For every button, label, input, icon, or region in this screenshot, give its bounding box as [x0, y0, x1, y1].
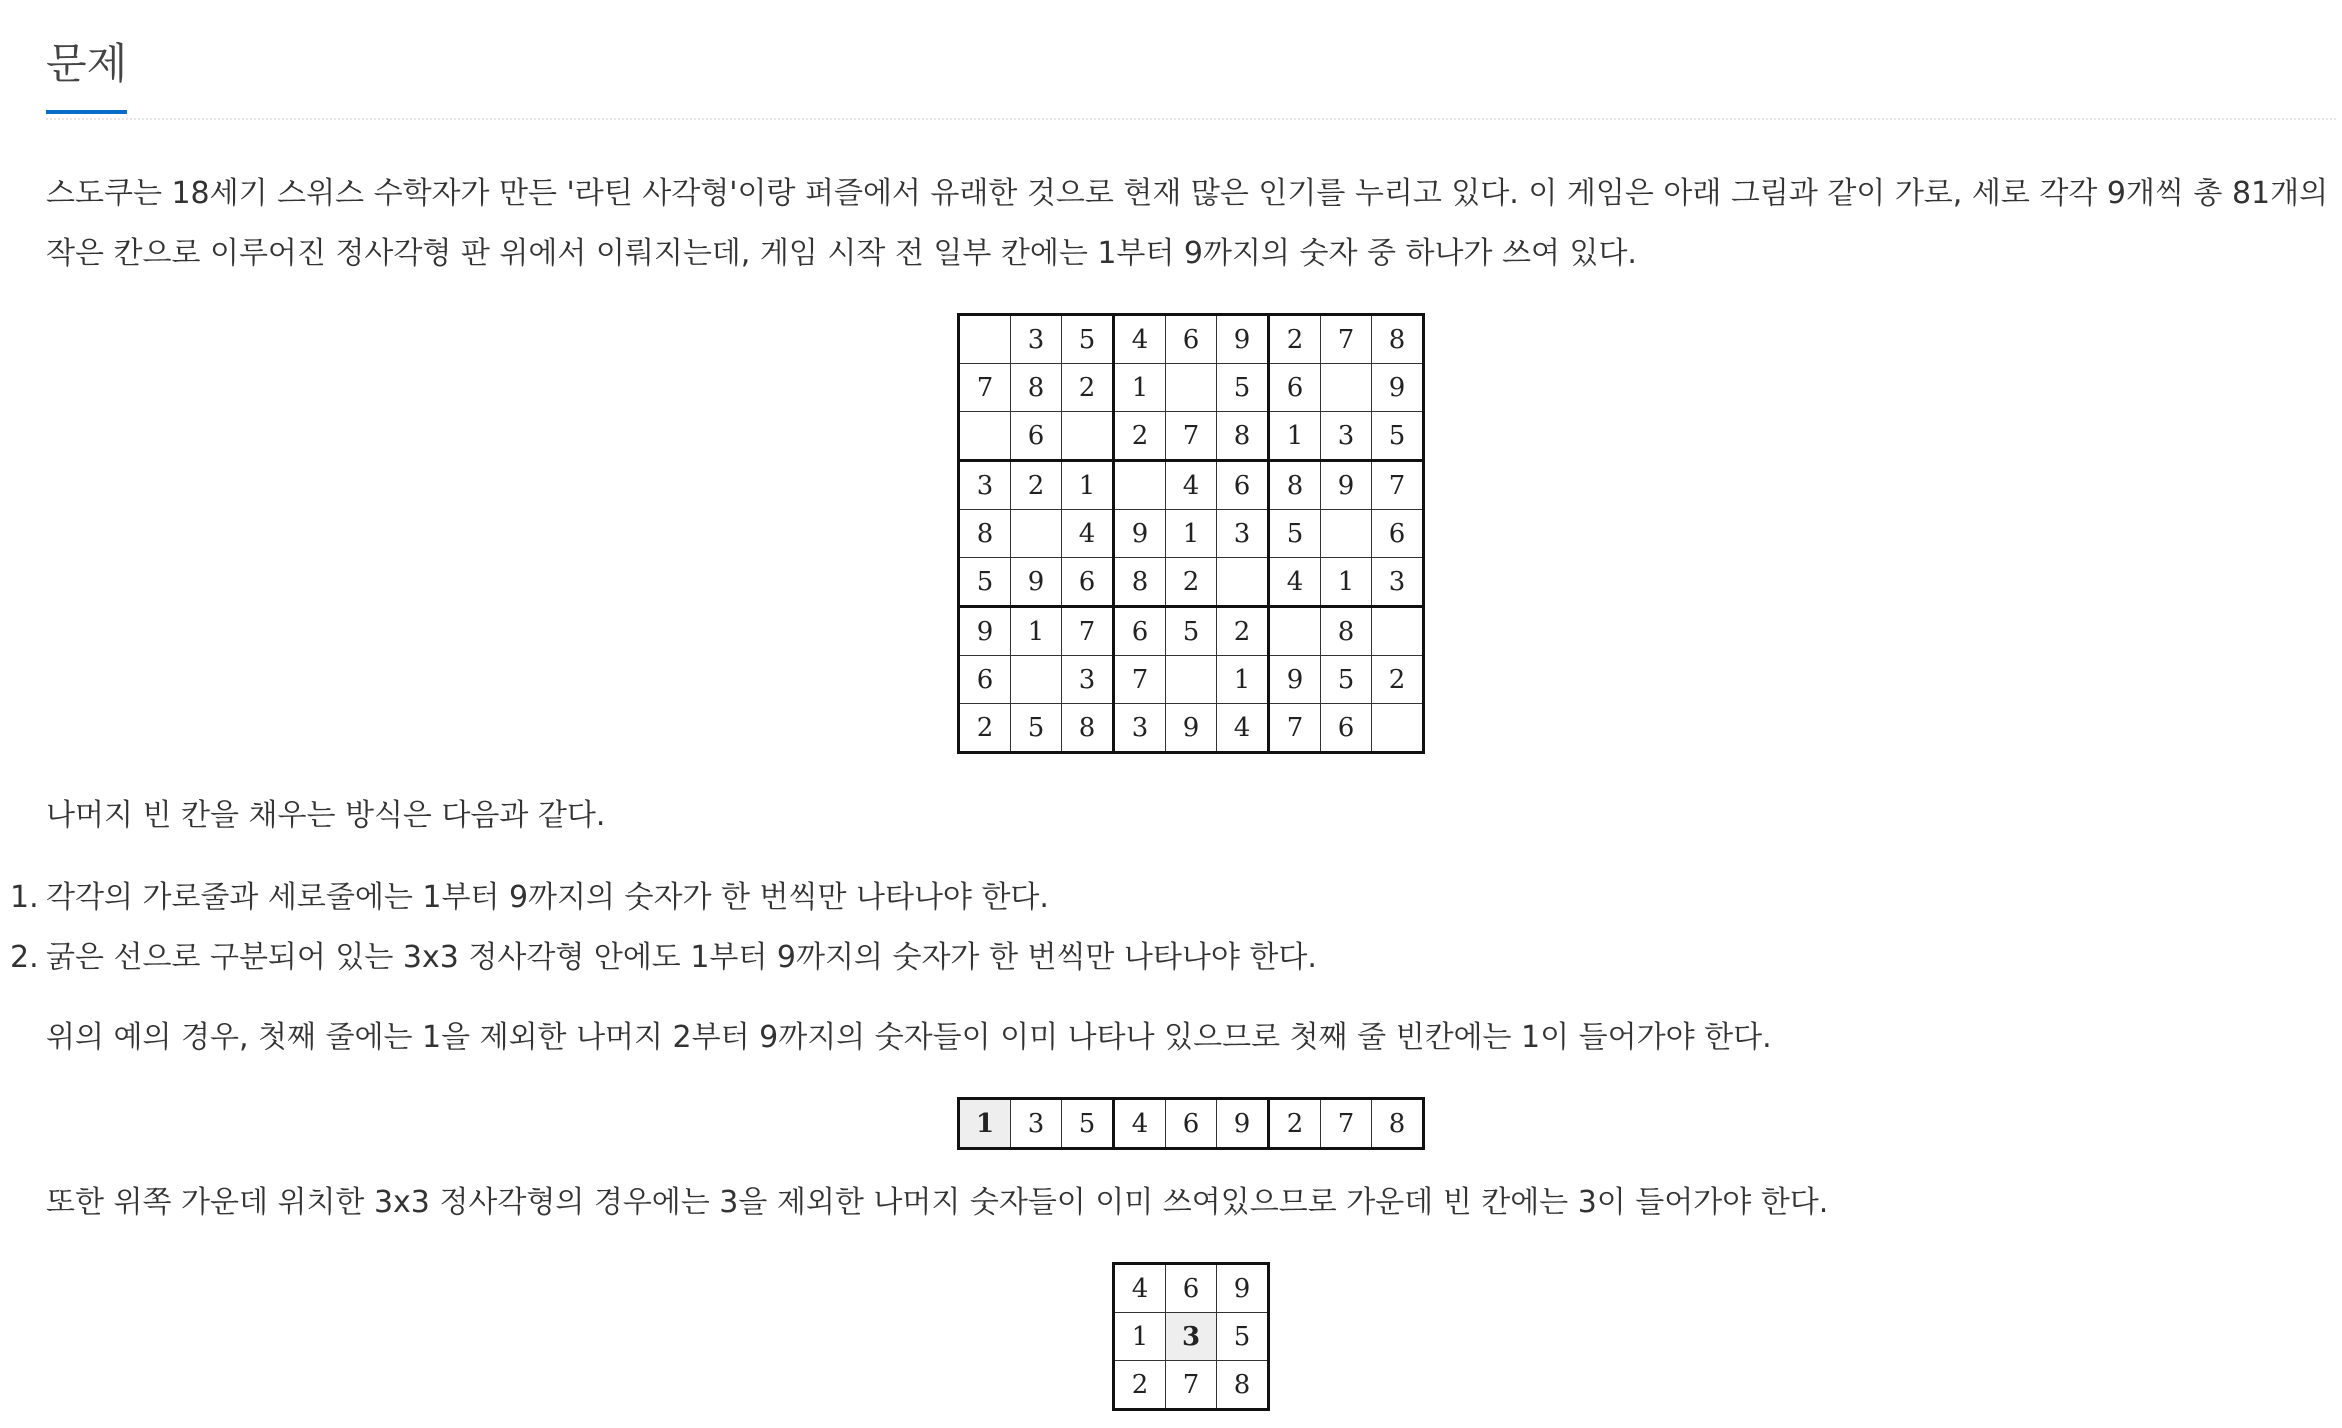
sudoku-row — [959, 558, 1424, 607]
sudoku-cell: 7 — [1269, 704, 1321, 753]
sudoku-cell: 8 — [1321, 607, 1372, 656]
sudoku-row — [959, 704, 1424, 753]
sudoku-cell: 4 — [1217, 704, 1269, 753]
sudoku-cell: 7 — [1372, 461, 1424, 510]
sudoku-cell: 8 — [1269, 461, 1321, 510]
sudoku-cell: 2 — [1372, 656, 1424, 704]
sudoku-row — [959, 315, 1424, 364]
sudoku-row — [1114, 1313, 1269, 1361]
sudoku-cell: 1 — [1062, 461, 1114, 510]
sudoku-cell: 5 — [1011, 704, 1062, 753]
sudoku-cell: 9 — [1217, 1099, 1269, 1149]
sudoku-cell: 3 — [1166, 1313, 1217, 1361]
sudoku-cell: 5 — [1321, 656, 1372, 704]
sudoku-cell: 8 — [1011, 364, 1062, 412]
sudoku-cell: 2 — [1217, 607, 1269, 656]
rule-number: 2. — [10, 940, 39, 975]
rule-item — [0, 928, 1317, 988]
sudoku-cell: 3 — [1217, 510, 1269, 558]
sudoku-row — [959, 461, 1424, 510]
section-header — [46, 30, 2336, 120]
sudoku-cell: 4 — [1114, 1099, 1166, 1149]
sudoku-cell — [1372, 704, 1424, 753]
sudoku-cell: 9 — [1269, 656, 1321, 704]
sudoku-cell: 9 — [1166, 704, 1217, 753]
sudoku-cell: 2 — [959, 704, 1011, 753]
sudoku-cell — [1166, 364, 1217, 412]
sudoku-cell: 8 — [959, 510, 1011, 558]
sudoku-cell: 2 — [1114, 412, 1166, 461]
sudoku-cell: 3 — [1372, 558, 1424, 607]
sudoku-cell: 9 — [1217, 315, 1269, 364]
sudoku-row — [959, 510, 1424, 558]
rule-text: 굵은 선으로 구분되어 있는 3x3 정사각형 안에도 1부터 9까지의 숫자가 한 번씩만 나타나야 한다. — [46, 940, 1317, 975]
sudoku-row — [1114, 1264, 1269, 1313]
sudoku-cell: 4 — [1114, 315, 1166, 364]
sudoku-cell: 9 — [959, 607, 1011, 656]
sudoku-cell: 6 — [1166, 1099, 1217, 1149]
sudoku-cell: 5 — [1269, 510, 1321, 558]
sudoku-cell: 3 — [1011, 315, 1062, 364]
example-box-paragraph: 또한 위쪽 가운데 위치한 3x3 정사각형의 경우에는 3을 제외한 나머지 숫자들이 이미 쓰여있으므로 가운데 빈 칸에는 3이 들어가야 한다. — [46, 1185, 1829, 1220]
sudoku-cell: 5 — [1166, 607, 1217, 656]
example-row-paragraph: 위의 예의 경우, 첫째 줄에는 1을 제외한 나머지 2부터 9까지의 숫자들이 이미 나타나 있으므로 첫째 줄 빈칸에는 1이 들어가야 한다. — [46, 1020, 1772, 1055]
sudoku-cell — [1166, 656, 1217, 704]
sudoku-cell: 9 — [1321, 461, 1372, 510]
sudoku-cell: 8 — [1114, 558, 1166, 607]
intro-paragraph: 스도쿠는 18세기 스위스 수학자가 만든 '라틴 사각형'이랑 퍼즐에서 유래한 것으로 현재 많은 인기를 누리고 있다. 이 게임은 아래 그림과 같이 가로, 세로 각각 9개씩 총 81개의 작은 칸으로 이루어진 정사각형 판 위에서 이뤄지는데, 게임 시작 전 일부 칸에는 1부터 9까지의 숫자 중 하나가 쓰여 있다. — [46, 176, 2329, 271]
sudoku-cell: 7 — [1062, 607, 1114, 656]
sudoku-cell: 1 — [1269, 412, 1321, 461]
sudoku-cell: 6 — [1269, 364, 1321, 412]
rule-number: 1. — [10, 880, 39, 915]
sudoku-cell — [959, 315, 1011, 364]
rules-intro-paragraph: 나머지 빈 칸을 채우는 방식은 다음과 같다. — [46, 798, 606, 833]
sudoku-cell: 6 — [1062, 558, 1114, 607]
sudoku-cell: 9 — [1372, 364, 1424, 412]
sudoku-cell: 6 — [1321, 704, 1372, 753]
sudoku-cell: 6 — [1217, 461, 1269, 510]
sudoku-cell — [1011, 656, 1062, 704]
sudoku-cell — [1217, 558, 1269, 607]
sudoku-cell: 9 — [1217, 1264, 1269, 1313]
sudoku-cell: 4 — [1269, 558, 1321, 607]
sudoku-cell: 6 — [1372, 510, 1424, 558]
sudoku-cell: 6 — [959, 656, 1011, 704]
sudoku-cell: 4 — [1166, 461, 1217, 510]
sudoku-cell: 1 — [1321, 558, 1372, 607]
sudoku-cell: 3 — [1011, 1099, 1062, 1149]
sudoku-row — [1114, 1361, 1269, 1410]
sudoku-cell: 4 — [1114, 1264, 1166, 1313]
sudoku-cell: 3 — [1062, 656, 1114, 704]
sudoku-first-row — [957, 1097, 1425, 1150]
sudoku-cell: 5 — [959, 558, 1011, 607]
sudoku-row — [959, 364, 1424, 412]
rule-text: 각각의 가로줄과 세로줄에는 1부터 9까지의 숫자가 한 번씩만 나타나야 한다. — [46, 880, 1049, 915]
sudoku-row — [959, 607, 1424, 656]
sudoku-top-center-box — [1112, 1262, 1270, 1411]
sudoku-cell: 7 — [1321, 315, 1372, 364]
sudoku-cell — [1062, 412, 1114, 461]
sudoku-cell — [959, 412, 1011, 461]
sudoku-cell: 4 — [1062, 510, 1114, 558]
sudoku-cell: 3 — [1114, 704, 1166, 753]
sudoku-cell — [1372, 607, 1424, 656]
sudoku-cell: 7 — [959, 364, 1011, 412]
sudoku-cell: 3 — [959, 461, 1011, 510]
sudoku-cell — [1321, 510, 1372, 558]
sudoku-cell: 9 — [1011, 558, 1062, 607]
sudoku-cell: 2 — [1269, 315, 1321, 364]
sudoku-cell — [1114, 461, 1166, 510]
rule-item — [0, 868, 1317, 928]
sudoku-cell: 1 — [1166, 510, 1217, 558]
sudoku-cell: 1 — [1114, 364, 1166, 412]
sudoku-row — [959, 656, 1424, 704]
sudoku-cell: 5 — [1372, 412, 1424, 461]
sudoku-cell: 8 — [1372, 1099, 1424, 1149]
sudoku-cell: 2 — [1062, 364, 1114, 412]
sudoku-cell: 7 — [1166, 412, 1217, 461]
sudoku-cell — [1011, 510, 1062, 558]
sudoku-cell: 1 — [1011, 607, 1062, 656]
sudoku-cell: 7 — [1114, 656, 1166, 704]
sudoku-cell: 8 — [1217, 1361, 1269, 1410]
sudoku-cell: 5 — [1217, 1313, 1269, 1361]
sudoku-cell: 8 — [1062, 704, 1114, 753]
sudoku-cell: 6 — [1011, 412, 1062, 461]
section-title: 문제 — [46, 38, 127, 114]
sudoku-row — [959, 412, 1424, 461]
sudoku-cell: 5 — [1217, 364, 1269, 412]
sudoku-cell: 8 — [1217, 412, 1269, 461]
sudoku-cell: 5 — [1062, 315, 1114, 364]
sudoku-cell: 2 — [1166, 558, 1217, 607]
sudoku-cell: 2 — [1114, 1361, 1166, 1410]
sudoku-board — [957, 313, 1425, 754]
sudoku-cell: 1 — [1217, 656, 1269, 704]
sudoku-cell: 7 — [1321, 1099, 1372, 1149]
sudoku-cell: 9 — [1114, 510, 1166, 558]
sudoku-cell: 2 — [1011, 461, 1062, 510]
sudoku-cell: 1 — [1114, 1313, 1166, 1361]
sudoku-cell: 3 — [1321, 412, 1372, 461]
sudoku-cell: 8 — [1372, 315, 1424, 364]
sudoku-cell: 1 — [959, 1099, 1011, 1149]
sudoku-cell — [1269, 607, 1321, 656]
sudoku-cell: 6 — [1166, 1264, 1217, 1313]
rules-list — [0, 868, 1317, 988]
sudoku-cell: 6 — [1114, 607, 1166, 656]
sudoku-cell: 6 — [1166, 315, 1217, 364]
sudoku-cell: 5 — [1062, 1099, 1114, 1149]
sudoku-cell: 7 — [1166, 1361, 1217, 1410]
sudoku-cell — [1321, 364, 1372, 412]
sudoku-row — [959, 1099, 1424, 1149]
sudoku-cell: 2 — [1269, 1099, 1321, 1149]
